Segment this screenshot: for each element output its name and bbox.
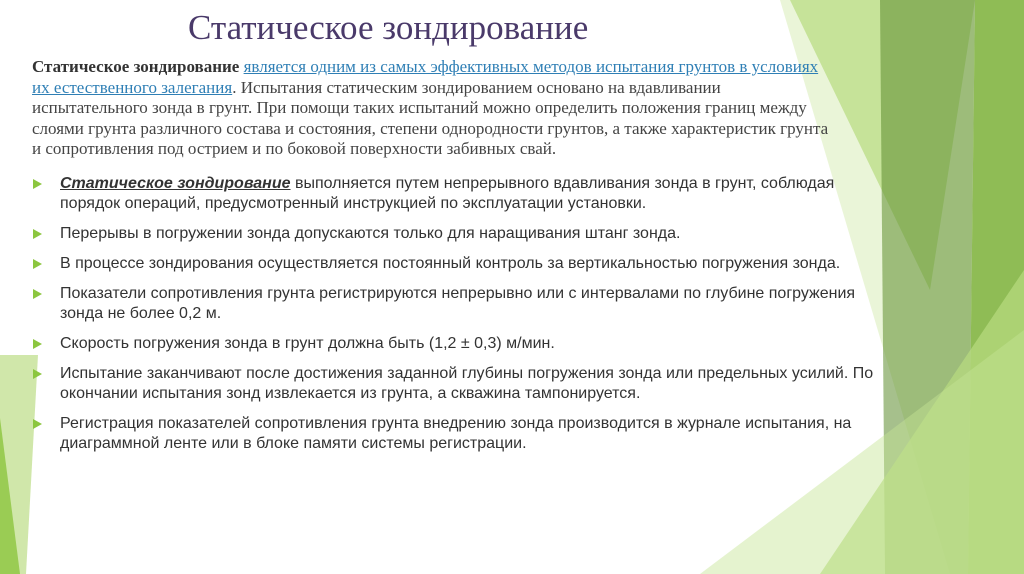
bullet-text: Испытание заканчивают после достижения заданной глубины погружения зонда или предельных усилий. По окончании испытания зонд извлекается из грунта, а скважина тампонируется. [60, 365, 874, 402]
intro-paragraph [32, 57, 832, 160]
bullet-item [32, 174, 892, 214]
arrow-bullet-icon [33, 369, 42, 379]
bullet-list [32, 174, 892, 464]
bullet-text: Регистрация показателей сопротивления грунта внедрению зонда производится в журнале испытания, на диаграммной ленте или в блоке памяти системы регистрации. [60, 415, 852, 452]
bullet-text: выполняется путем непрерывного вдавливания зонда в грунт, соблюдая порядок операций, предусмотренный инструкцией по эксплуатации установки. [60, 175, 835, 212]
bullet-item [32, 414, 892, 454]
page-title: Статическое зондирование [188, 8, 589, 47]
bullet-item [32, 284, 892, 324]
arrow-bullet-icon [33, 259, 42, 269]
bullet-emphasis: Статическое зондирование [60, 175, 291, 192]
intro-term: Статическое зондирование [32, 57, 240, 76]
bullet-text: Показатели сопротивления грунта регистрируются непрерывно или с интервалами по глубине погружения зонда не более 0,2 м. [60, 285, 856, 322]
bullet-item [32, 224, 892, 244]
arrow-bullet-icon [33, 229, 42, 239]
bullet-item [32, 334, 892, 354]
bullet-text: Скорость погружения зонда в грунт должна быть (1,2 ± 0,3) м/мин. [60, 335, 555, 352]
bullet-item [32, 254, 892, 274]
arrow-bullet-icon [33, 179, 42, 189]
intro-link[interactable]: является одним из самых эффективных методов испытания грунтов в условиях их естественного залегания [32, 57, 819, 97]
intro-text: . Испытания статическим зондированием основано на вдавливании испытательного зонда в грунт. При помощи таких испытаний можно определить положения границ между слоями грунта различного состава и состояния, степени однородности грунтов, а также характеристик грунта и сопротивления под острием и по боковой поверхности забивных свай. [32, 77, 829, 158]
arrow-bullet-icon [33, 339, 42, 349]
bullet-text: В процессе зондирования осуществляется постоянный контроль за вертикальностью погружения зонда. [60, 255, 841, 272]
arrow-bullet-icon [33, 419, 42, 429]
bullet-item [32, 364, 892, 404]
arrow-bullet-icon [33, 289, 42, 299]
bullet-text: Перерывы в погружении зонда допускаются только для наращивания штанг зонда. [60, 225, 681, 242]
